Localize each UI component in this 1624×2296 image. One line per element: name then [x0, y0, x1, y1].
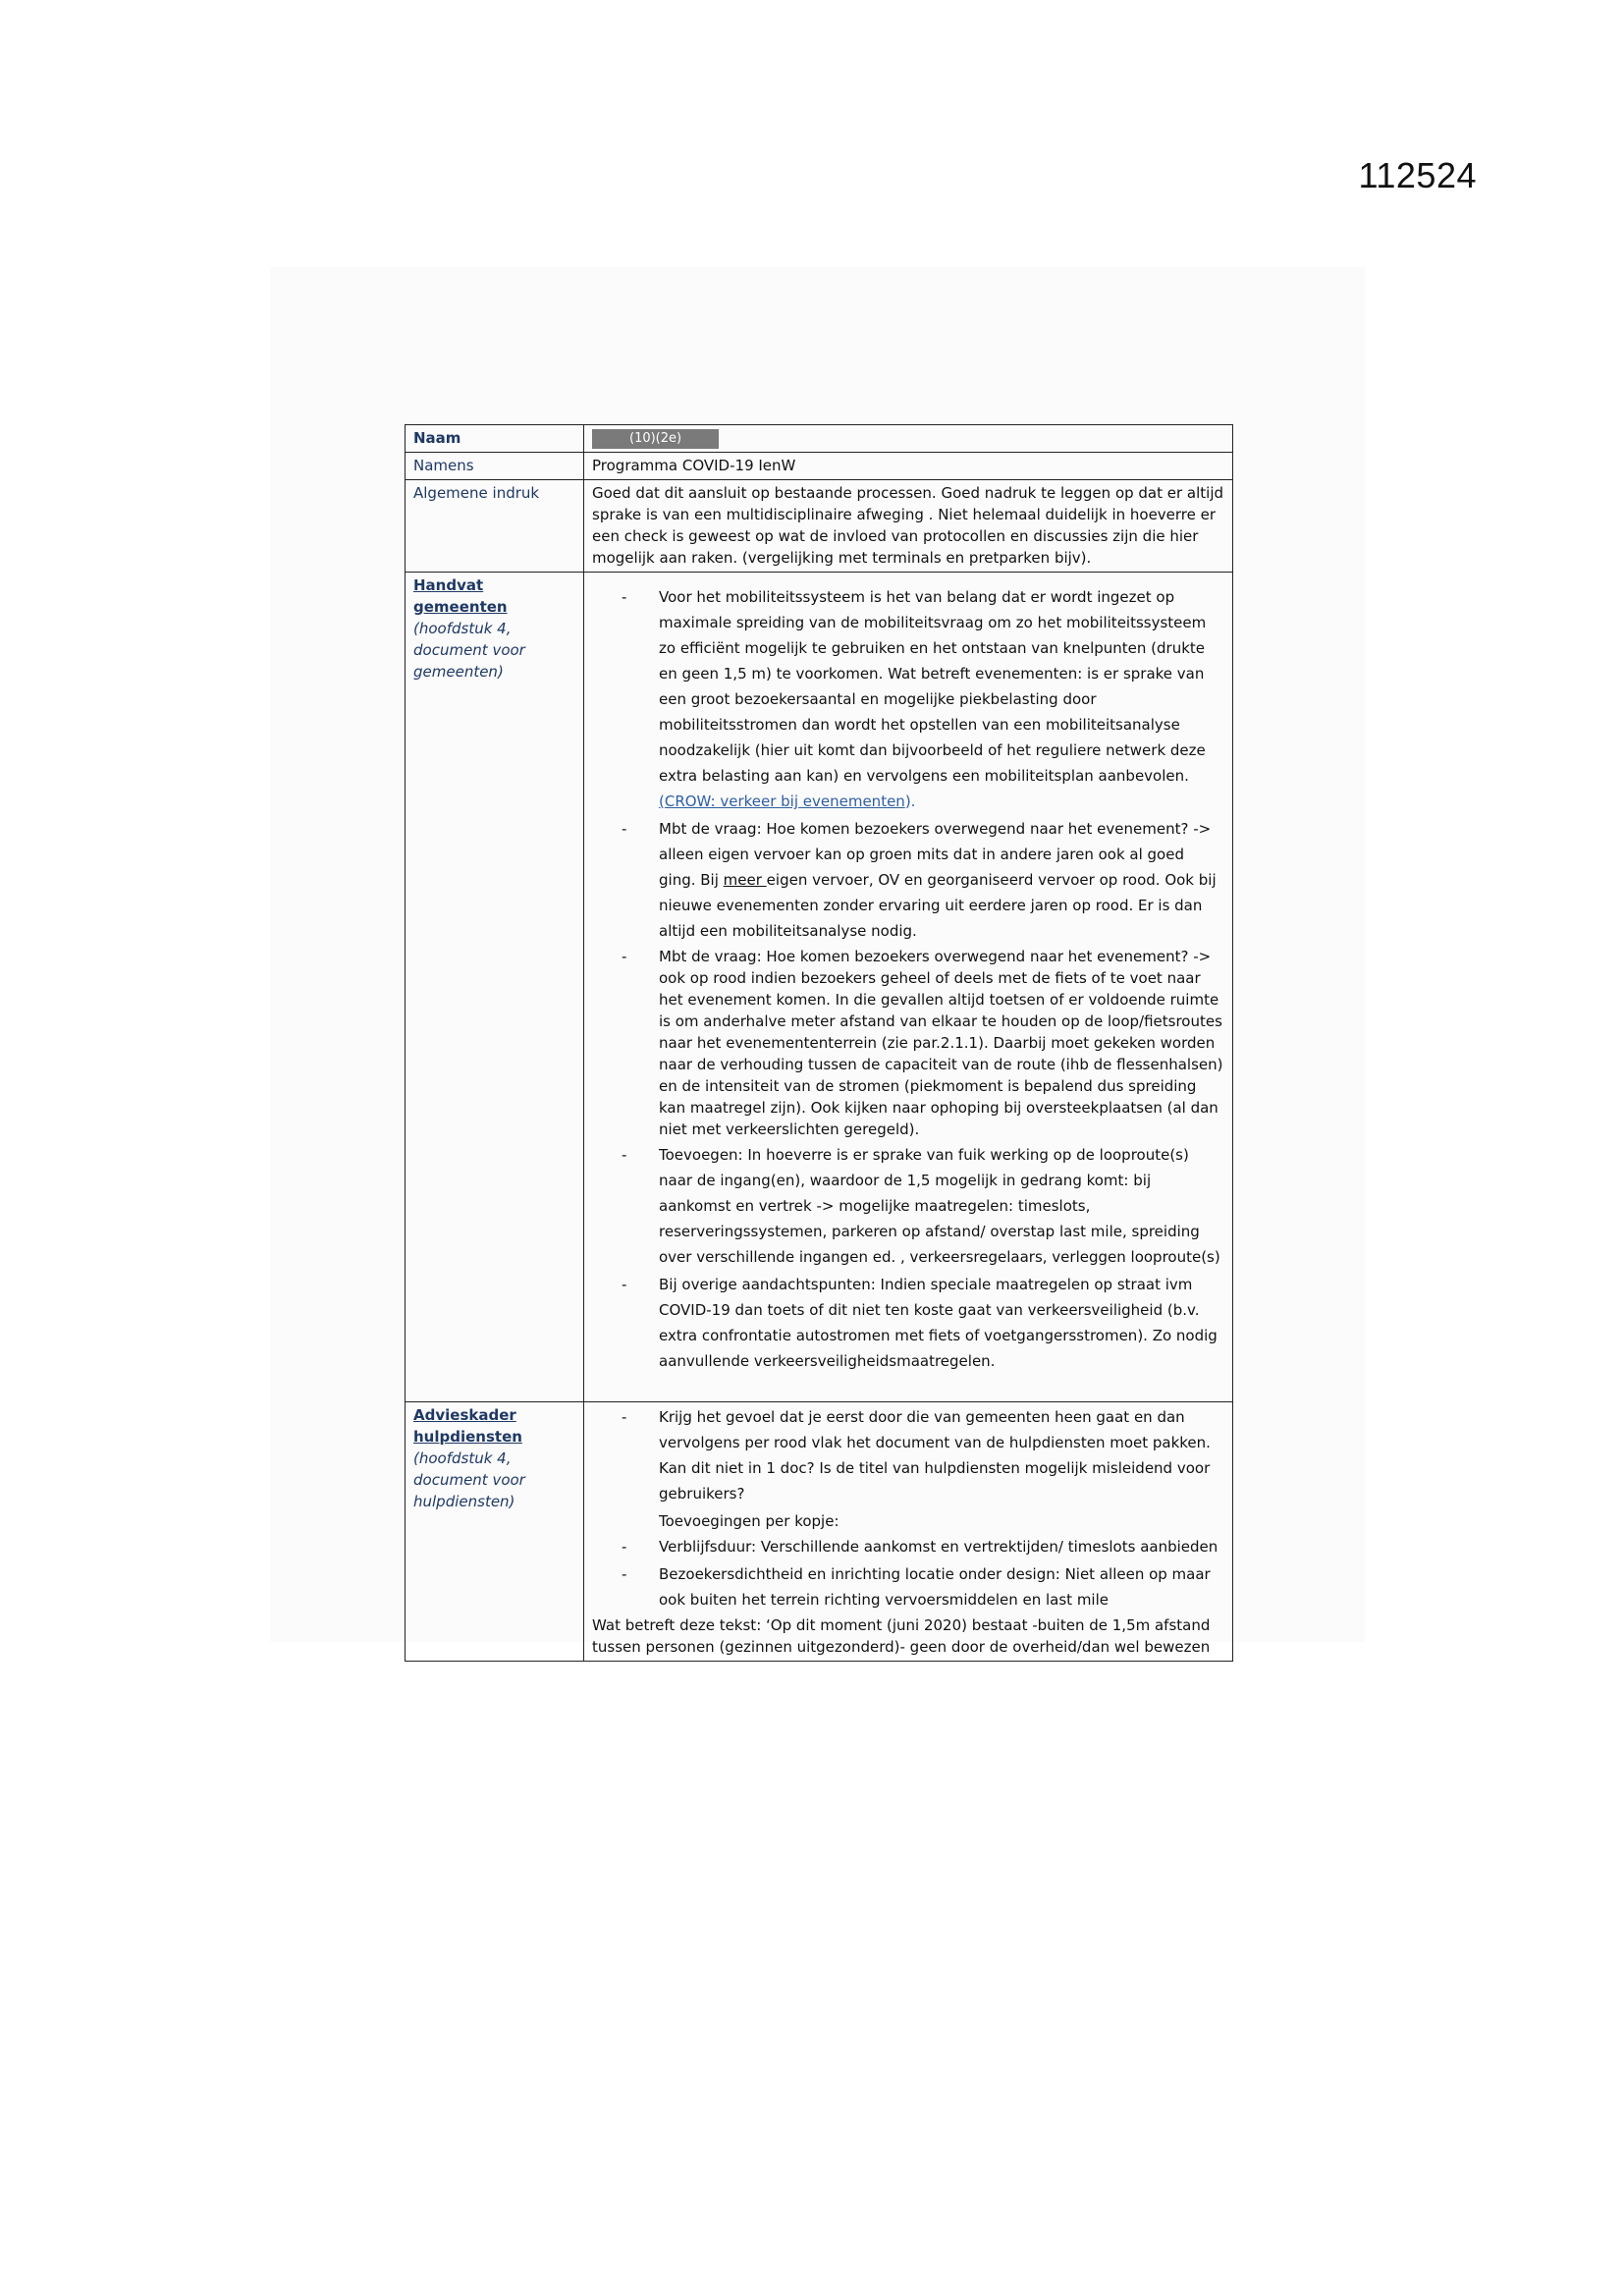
bullet-dash: -	[622, 1146, 627, 1164]
advieskader-toevoegingen: Toevoegingen per kopje:	[659, 1512, 839, 1530]
advieskader-label-title-2: hulpdiensten	[413, 1428, 522, 1446]
redacted-name-box: (10)(2e)	[592, 429, 719, 449]
row-advieskader-hulpdiensten	[406, 1402, 1233, 1662]
value-cell-handvat	[584, 573, 1233, 1402]
list-item	[592, 1404, 1224, 1506]
handvat-bullet-1-text: Voor het mobiliteitssysteem is het van belang dat er wordt ingezet op maximale spreiding van de mobiliteitsvraag om zo het mobiliteitssysteem zo efficiënt mogelijk te gebruiken en het ontstaan van knelpunten (drukte en geen 1,5 m) te voorkomen. Wat betreft evenementen: is er sprake van een groot bezoekersaantal en mogelijke piekbelasting door mobiliteitsstromen dan wordt het opstellen van een mobiliteitsanalyse noodzakelijk (hier uit komt dan bijvoorbeeld of het reguliere netwerk deze extra belasting aan kan) en vervolgens een mobiliteitsplan aanbevolen.	[659, 588, 1207, 785]
list-item	[592, 1561, 1224, 1613]
bullet-dash: -	[622, 1565, 627, 1583]
label-cell-algemene-indruk	[406, 480, 584, 573]
handvat-bullet-2-post: eigen vervoer, OV en georganiseerd vervoer op rood. Ook bij nieuwe evenementen zonder ervaring uit eerdere jaren op rood. Er is dan altijd een mobiliteitsanalyse nodig.	[659, 871, 1217, 940]
value-cell-naam	[584, 425, 1233, 453]
handvat-bullet-5: Bij overige aandachtspunten: Indien speciale maatregelen op straat ivm COVID-19 dan toets of dit niet ten koste gaat van verkeersveiligheid (b.v. extra confrontatie autostromen met fiets of voetgangersstromen). Zo nodig aanvullende verkeersveiligheidsmaatregelen.	[659, 1276, 1218, 1370]
row-naam	[406, 425, 1233, 453]
list-item	[592, 1142, 1224, 1270]
advieskader-label-title-1: Advieskader	[413, 1406, 516, 1424]
row-handvat-gemeenten	[406, 573, 1233, 1402]
list-item	[592, 584, 1224, 814]
feedback-form-table	[405, 424, 1233, 1662]
advieskader-bullet-list-2	[592, 1534, 1224, 1613]
document-number: 112524	[1358, 155, 1477, 195]
bullet-dash: -	[622, 948, 627, 965]
list-item	[592, 1534, 1224, 1559]
handvat-bullet-3: Mbt de vraag: Hoe komen bezoekers overwegend naar het evenement? -> ook op rood indien bezoekers geheel of deels met de fiets of te voet naar het evenement komen. In die gevallen altijd toetsen of er voldoende ruimte is om anderhalve meter afstand van elkaar te houden op de loop/fietsroutes naar het evenemententerrein (zie par.2.1.1). Daarbij moet gekeken worden naar de verhouding tussen de capaciteit van de route (ihb de flessenhalsen) en de intensiteit van de stromen (piekmoment is bepalend dus spreiding kan maatregel zijn). Ook kijken naar ophoping bij oversteekplaatsen (al dan niet met verkeerslichten geregeld).	[659, 948, 1223, 1138]
bullet-dash: -	[622, 1408, 627, 1426]
algemene-indruk-label: Algemene indruk	[413, 484, 540, 502]
list-item	[592, 946, 1224, 1140]
algemene-indruk-value: Goed dat dit aansluit op bestaande processen. Goed nadruk te leggen op dat er altijd sprake is van een multidisciplinaire afweging . Niet helemaal duidelijk in hoeverre er een check is geweest op wat de invloed van protocollen en discussies zijn die hier mogelijk aan raken. (vergelijking met terminals en pretparken bijv).	[592, 484, 1224, 567]
advieskader-bullet-1: Krijg het gevoel dat je eerst door die van gemeenten heen gaat en dan vervolgens per rood vlak het document van de hulpdiensten moet pakken. Kan dit niet in 1 doc? Is de titel van hulpdiensten mogelijk misleidend voor gebruikers?	[659, 1408, 1211, 1503]
advieskader-closing-text: Wat betreft deze tekst: ‘Op dit moment (juni 2020) bestaat -buiten de 1,5m afstand tussen personen (gezinnen uitgezonderd)- geen door de overheid/dan wel bewezen	[592, 1616, 1211, 1656]
label-cell-handvat	[406, 573, 584, 1402]
handvat-bullet-1-link-open: (	[659, 793, 665, 810]
list-item	[592, 816, 1224, 944]
label-cell-namens	[406, 453, 584, 480]
namens-label: Namens	[413, 457, 474, 474]
crow-link[interactable]: CROW: verkeer bij evenementen	[664, 793, 905, 810]
bullet-dash: -	[622, 588, 627, 606]
row-namens	[406, 453, 1233, 480]
label-cell-advieskader	[406, 1402, 584, 1662]
handvat-label-sub: (hoofdstuk 4, document voor gemeenten)	[413, 620, 525, 681]
handvat-label-title: Handvat gemeenten	[413, 576, 508, 616]
bullet-dash: -	[622, 820, 627, 838]
handvat-bullet-2-underlined: meer	[723, 871, 767, 889]
naam-label: Naam	[413, 429, 461, 447]
label-cell-naam	[406, 425, 584, 453]
handvat-bullet-2-pre: Mbt de vraag: Hoe komen bezoekers overwegend naar het evenement? -> alleen eigen vervoer kan op groen mits dat in andere jaren ook al goed ging. Bij	[659, 820, 1212, 889]
value-cell-namens	[584, 453, 1233, 480]
row-algemene-indruk	[406, 480, 1233, 573]
value-cell-advieskader	[584, 1402, 1233, 1662]
advieskader-bullet-2: Verblijfsduur: Verschillende aankomst en vertrektijden/ timeslots aanbieden	[659, 1538, 1218, 1556]
handvat-bullet-4: Toevoegen: In hoeverre is er sprake van fuik werking op de looproute(s) naar de ingang(en), waardoor de 1,5 mogelijk in gedrang komt: bij aankomst en vertrek -> mogelijke maatregelen: timeslots, reserveringssystemen, parkeren op afstand/ overstap last mile, spreiding over verschillende ingangen ed. , verkeersregelaars, verleggen looproute(s)	[659, 1146, 1220, 1266]
handvat-bullet-1-link-close: ).	[904, 793, 916, 810]
advieskader-label-sub: (hoofdstuk 4, document voor hulpdiensten)	[413, 1449, 525, 1510]
handvat-bullet-list	[592, 584, 1224, 1374]
value-cell-algemene-indruk	[584, 480, 1233, 573]
bullet-dash: -	[622, 1276, 627, 1293]
advieskader-bullet-list	[592, 1404, 1224, 1506]
namens-value: Programma COVID-19 IenW	[592, 457, 796, 474]
bullet-dash: -	[622, 1538, 627, 1556]
advieskader-bullet-3: Bezoekersdichtheid en inrichting locatie onder design: Niet alleen op maar ook buiten het terrein richting vervoersmiddelen en last mile	[659, 1565, 1211, 1609]
list-item	[592, 1272, 1224, 1374]
